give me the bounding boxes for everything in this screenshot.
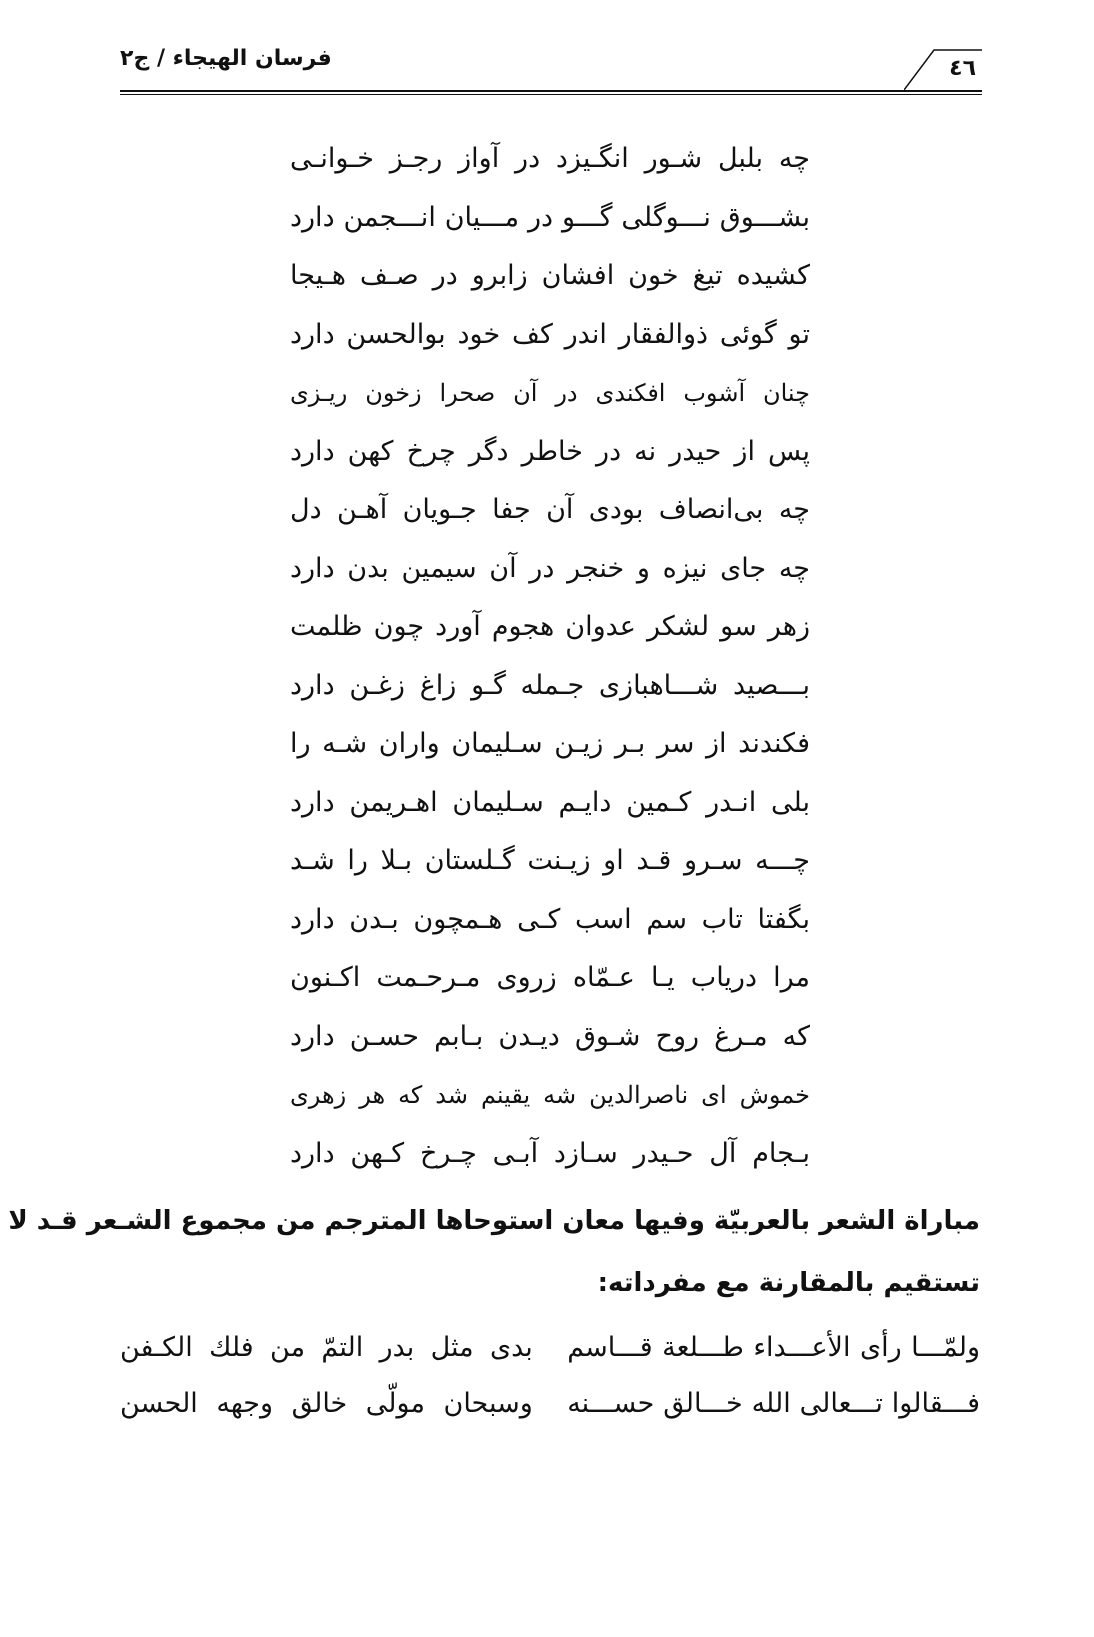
arabic-translation-note (8, 1190, 980, 1314)
poem-line: بـجام آل حـیدر سـازد آبـی چـرخ کـهن دارد (290, 1137, 810, 1169)
poem-line: بگفتا تاب سم اسب کـی هـمچون بـدن دارد (290, 903, 810, 935)
note-line: مباراة الشعر بالعربيّة وفيها معان استوحاها المترجم من مجموع الشـعر قـد لا (8, 1206, 980, 1236)
poem-line: تو گوئی ذوالفقار اندر کف خود بوالحسن دارد (290, 318, 810, 350)
poem-line: چه جای نیزه و خنجر در آن سیمین بدن دارد (290, 552, 810, 584)
note-line: تستقيم بالمقارنة مع مفرداته: (597, 1268, 980, 1298)
poem-line: پس از حیدر نه در خاطر دگر چرخ کهن دارد (290, 435, 810, 467)
second-hemistich: بدى مثل بدر التمّ من فلك الكـفن (120, 1332, 533, 1363)
poem-line: چه بلبل شـور انگـیزد در آواز رجـز خـوانـی (290, 143, 810, 174)
poem-line: فکندند از سر بـر زیـن سـلیمان واران شـه را (290, 728, 810, 759)
poem-line: زهر سو لشکر عدوان هجوم آورد چون ظلمت (290, 611, 810, 642)
poem-line: چـــه سـرو قـد او زیـنت گـلستان بـلا را شـد (290, 845, 810, 876)
header-rule-thin (120, 94, 982, 95)
first-hemistich: ولمّـــا رأى الأعـــداء طـــلعة قـــاسم (567, 1332, 980, 1363)
poem-line: که مـرغ روح شـوق دیـدن بـابم حسـن دارد (290, 1020, 810, 1052)
poem-line: کشیده تیغ خون افشان زابرو در صـف هـیجا (290, 260, 810, 291)
header-rule (120, 90, 982, 92)
persian-poem (290, 130, 810, 1183)
poem-line: چنان آشوب افکندی در آن صحرا زخون ریـزی (290, 379, 810, 407)
first-hemistich: فـــقالوا تـــعالى الله خـــالق حســـنه (567, 1388, 980, 1419)
arabic-couplets (120, 1320, 980, 1432)
second-hemistich: وسبحان مولّى خالق وجهه الحسن (120, 1388, 533, 1419)
page-header (120, 40, 982, 100)
couplet (120, 1376, 980, 1432)
poem-line: چه بی‌انصاف بودی آن جفا جـویان آهـن دل (290, 494, 810, 525)
page-number: ٤٦ (949, 56, 976, 81)
poem-line: بلی انـدر کـمین دایـم سـلیمان اهـریمن دارد (290, 786, 810, 818)
running-title: فرسان الهيجاء / ج٢ (120, 46, 332, 71)
couplet (120, 1320, 980, 1376)
poem-line: بـــصید شـــاهبازی جـمله گـو زاغ زغـن دارد (290, 669, 810, 701)
poem-line: بشـــوق نـــوگلی گـــو در مـــیان انـــجمن دارد (290, 201, 810, 233)
poem-line: خموش ای ناصرالدین شه یقینم شد که هر زهری (290, 1081, 810, 1109)
poem-line: مرا دریاب یـا عـمّاه زروی مـرحـمت اکـنون (290, 962, 810, 993)
